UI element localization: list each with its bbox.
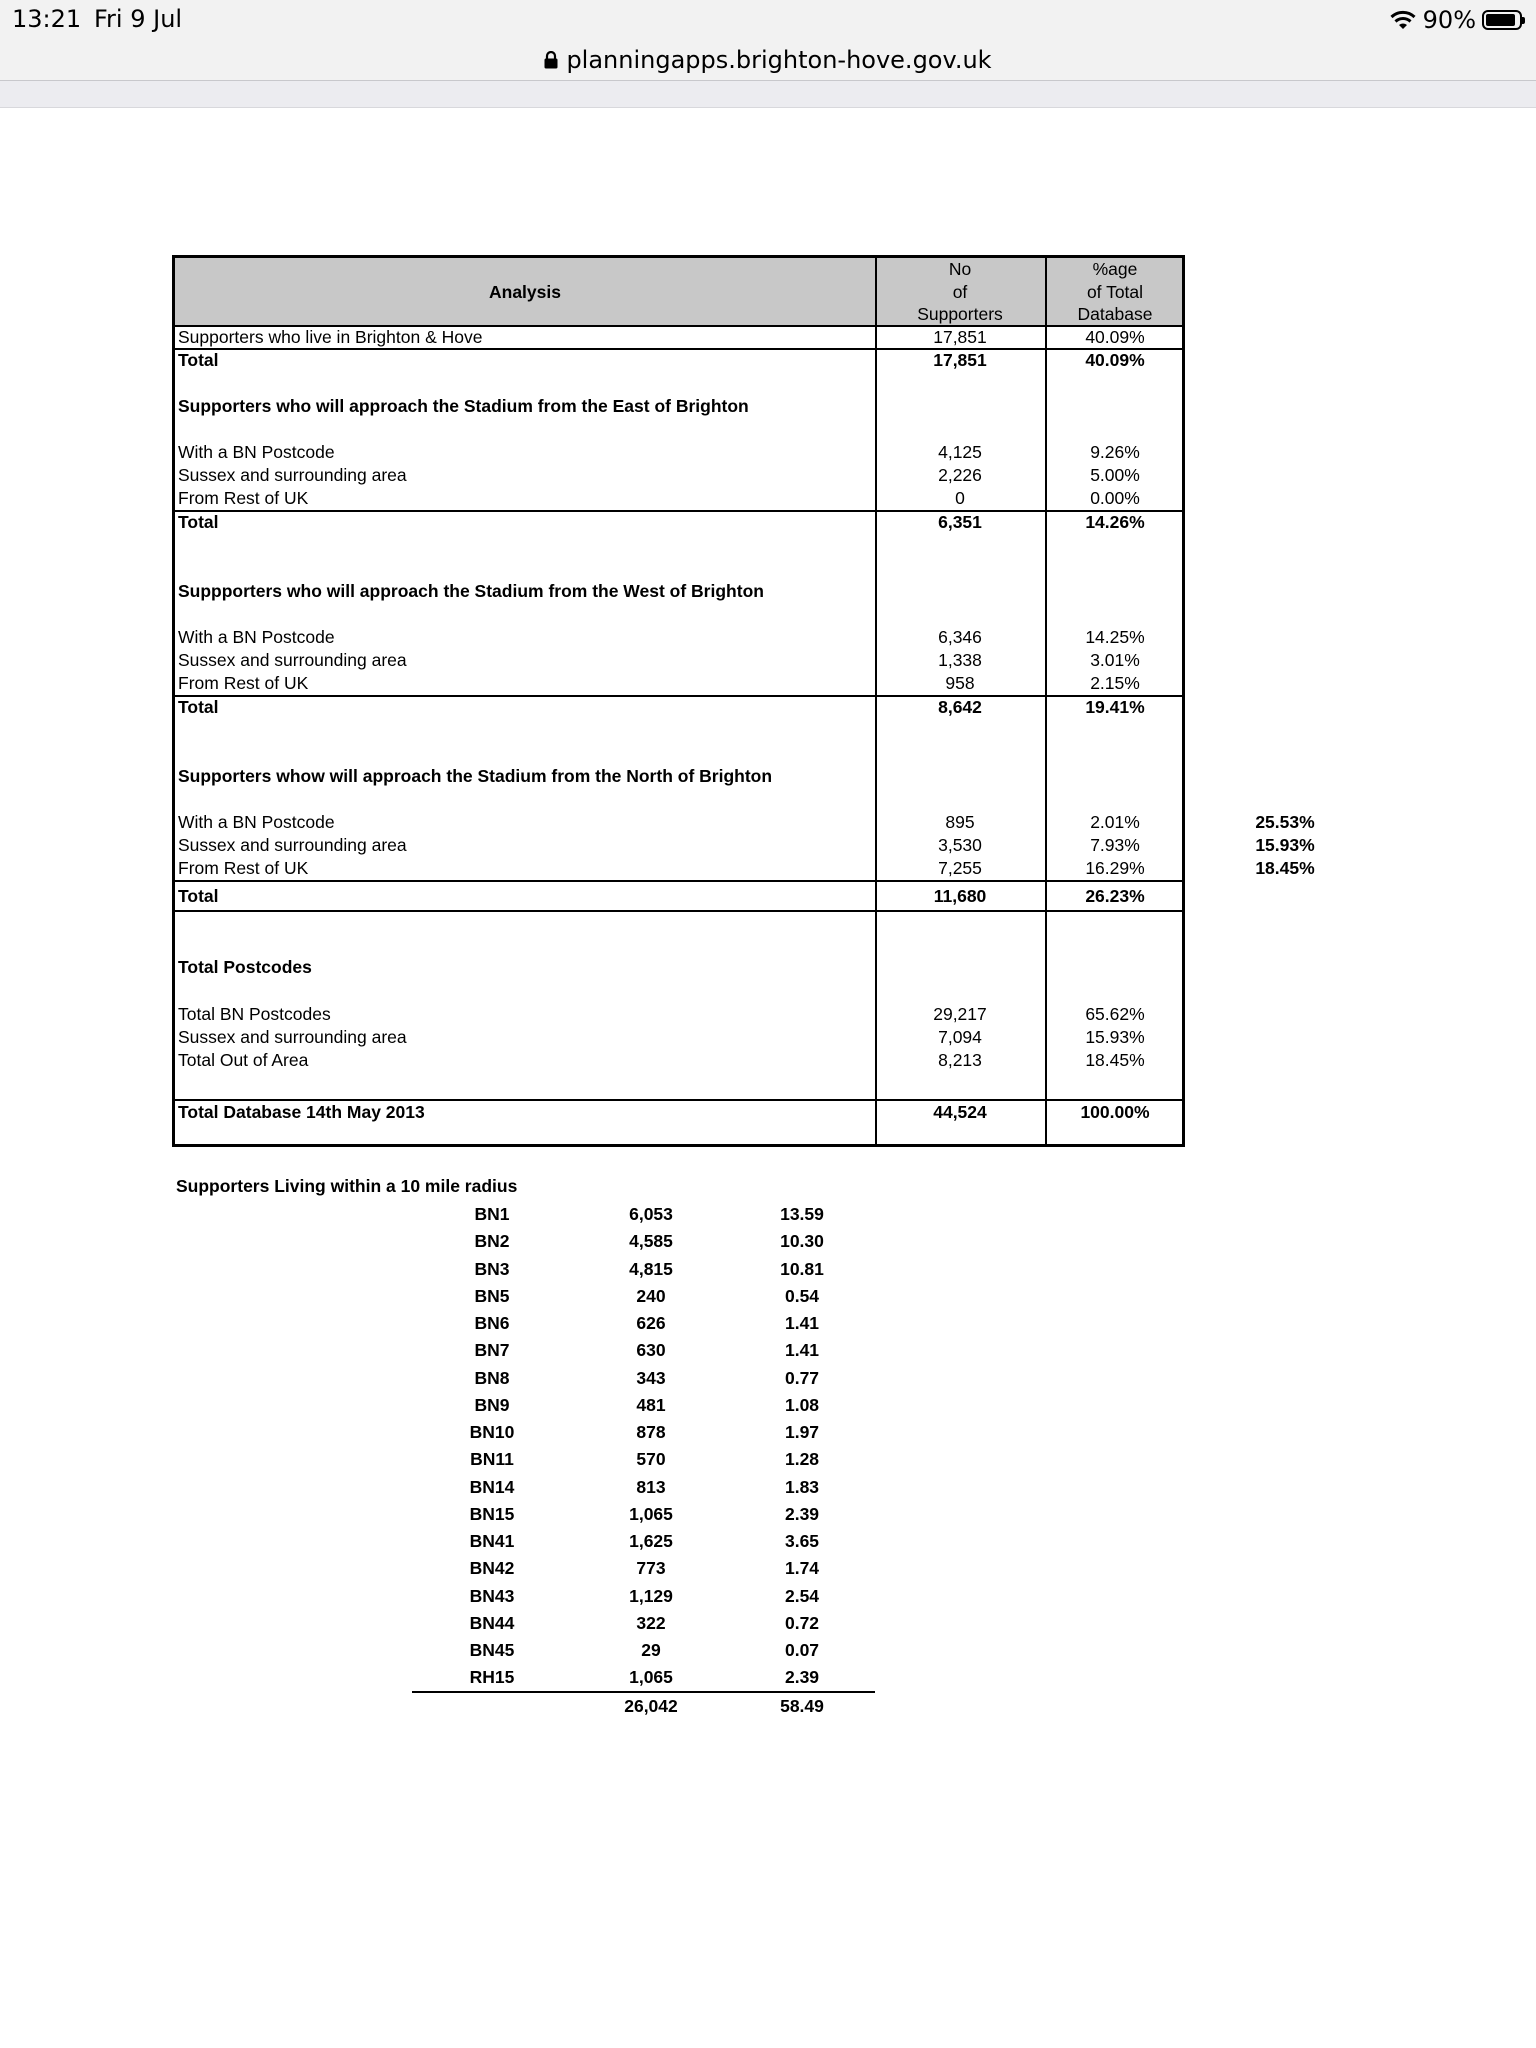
table-row-count: 29,217 [933, 1004, 987, 1024]
radius-row-postcode-cell: BN41 [469, 1531, 515, 1551]
radius-row-postcode-cell: BN9 [474, 1394, 510, 1415]
side-percent: 18.45% [1255, 858, 1315, 878]
table-row-label: Sussex and surrounding area [178, 465, 407, 485]
table-row-count: 4,125 [938, 442, 982, 462]
header-percent: %age of Total Database [1077, 259, 1153, 324]
table-row-count: 1,338 [938, 650, 982, 670]
table-row-percent: 9.26% [1090, 442, 1140, 462]
status-time: 13:21 [12, 5, 82, 33]
radius-row-percent-cell: 1.28 [784, 1449, 820, 1470]
radius-row-count-cell: 773 [636, 1558, 666, 1579]
table-row-count: 7,094 [938, 1027, 982, 1047]
table-row-label: From Rest of UK [178, 673, 309, 693]
total-percent: 19.41% [1085, 697, 1145, 717]
url-text[interactable]: planningapps.brighton-hove.gov.uk [566, 46, 992, 74]
radius-row-postcode-cell: BN1 [474, 1204, 510, 1224]
radius-row-postcode-cell: BN5 [474, 1285, 510, 1306]
table-row-count: 895 [945, 812, 975, 832]
radius-row-count-cell: 4,585 [629, 1231, 673, 1252]
total-percent: 14.26% [1085, 512, 1145, 532]
battery-percent: 90% [1422, 6, 1476, 34]
table-row-label: Supporters who live in Brighton & Hove [178, 327, 483, 347]
table-row-count: 7,255 [938, 858, 982, 878]
radius-row-percent-cell: 2.54 [784, 1585, 820, 1606]
radius-row-postcode-cell: BN45 [469, 1640, 515, 1660]
table-row-percent: 40.09% [1085, 327, 1145, 347]
table-row-percent: 7.93% [1090, 835, 1140, 855]
side-percent: 25.53% [1255, 812, 1315, 832]
table-row-percent: 65.62% [1085, 1004, 1145, 1024]
row-divider [175, 880, 1182, 882]
radius-row-percent-cell: 10.81 [780, 1258, 824, 1279]
table-row-percent: 0.00% [1090, 488, 1140, 508]
radius-row-postcode-cell: BN2 [474, 1231, 510, 1252]
table-row-label: From Rest of UK [178, 858, 309, 878]
radius-row-count-cell: 343 [636, 1367, 666, 1388]
radius-row-percent-cell: 1.74 [784, 1558, 820, 1579]
table-row-label: From Rest of UK [178, 488, 309, 508]
lock-icon [544, 51, 558, 69]
table-row-count: 8,213 [938, 1050, 982, 1070]
section-heading-postcodes: Total Postcodes [178, 957, 312, 977]
radius-total-count: 26,042 [624, 1696, 678, 1716]
radius-total-divider [412, 1691, 875, 1693]
side-percent: 15.93% [1255, 835, 1315, 855]
total-label: Total [178, 697, 219, 717]
table-row-count: 3,530 [938, 835, 982, 855]
status-date: Fri 9 Jul [94, 5, 183, 33]
radius-row-percent-cell: 0.54 [784, 1285, 820, 1306]
radius-row-postcode-cell: BN14 [469, 1476, 515, 1497]
table-row-percent: 16.29% [1085, 858, 1145, 878]
total-count: 6,351 [938, 512, 982, 532]
radius-row-postcode-cell: RH15 [469, 1667, 515, 1688]
radius-row-count-cell: 878 [636, 1422, 666, 1442]
status-indicators [1389, 4, 1522, 36]
radius-row-percent-cell: 2.39 [784, 1667, 820, 1688]
table-row-percent: 3.01% [1090, 650, 1140, 670]
radius-row-percent-cell: 10.30 [780, 1231, 824, 1252]
radius-row-postcode-cell: BN44 [469, 1612, 515, 1633]
radius-row-percent-cell: 1.97 [784, 1422, 820, 1442]
radius-row-count-cell: 322 [636, 1612, 666, 1633]
total-label: Total [178, 512, 219, 532]
radius-row-postcode-cell: BN6 [474, 1313, 510, 1333]
radius-row-count-cell: 813 [636, 1476, 666, 1497]
table-row-count: 2,226 [938, 465, 982, 485]
database-total-label: Total Database 14th May 2013 [178, 1102, 425, 1122]
table-row-label: Total BN Postcodes [178, 1004, 331, 1024]
radius-row-postcode-cell: BN15 [469, 1503, 515, 1524]
radius-row-percent-cell: 0.72 [784, 1612, 820, 1633]
battery-icon [1482, 10, 1522, 30]
radius-row-count-cell: 1,625 [629, 1531, 673, 1551]
table-row-percent: 15.93% [1085, 1027, 1145, 1047]
radius-row-percent-cell: 0.07 [784, 1640, 820, 1660]
section-heading-west: Suppporters who will approach the Stadium from the West of Brighton [178, 581, 764, 601]
header-count: No of Supporters [917, 259, 1003, 324]
radius-row-postcode-cell: BN11 [470, 1449, 514, 1470]
radius-row-count-cell: 626 [636, 1313, 666, 1333]
total-percent: 26.23% [1085, 886, 1145, 906]
database-total-percent: 100.00% [1080, 1102, 1150, 1122]
total-count: 8,642 [938, 697, 982, 717]
section-heading-east: Supporters who will approach the Stadium from the East of Brighton [178, 396, 749, 416]
table-row-label: With a BN Postcode [178, 627, 335, 647]
radius-row-postcode-cell: BN3 [474, 1258, 510, 1279]
total-count: 17,851 [933, 350, 987, 370]
total-label: Total [178, 350, 219, 370]
radius-row-percent-cell: 13.59 [780, 1204, 824, 1224]
radius-row-postcode-cell: BN8 [474, 1367, 510, 1388]
section-heading-north: Supporters whow will approach the Stadium from the North of Brighton [178, 766, 773, 786]
table-row-percent: 5.00% [1090, 465, 1140, 485]
table-row-label: Sussex and surrounding area [178, 835, 407, 855]
table-row-percent: 14.25% [1085, 627, 1145, 647]
radius-row-count-cell: 481 [636, 1394, 666, 1415]
radius-row-postcode-cell: BN43 [469, 1585, 515, 1606]
radius-row-count-cell: 6,053 [629, 1204, 673, 1224]
table-row-percent: 18.45% [1085, 1050, 1145, 1070]
total-percent: 40.09% [1085, 350, 1145, 370]
radius-row-count-cell: 1,065 [629, 1667, 673, 1688]
wifi-icon [1389, 9, 1417, 31]
table-row-label: Total Out of Area [178, 1050, 309, 1070]
table-row-label: With a BN Postcode [178, 812, 335, 832]
radius-row-count-cell: 1,065 [629, 1503, 673, 1524]
radius-row-percent-cell: 1.83 [784, 1476, 820, 1497]
row-divider [175, 910, 1182, 912]
table-row-percent: 2.15% [1090, 673, 1140, 693]
radius-row-percent-cell: 1.41 [784, 1313, 820, 1333]
radius-row-count-cell: 570 [636, 1449, 666, 1470]
database-total-count: 44,524 [933, 1102, 987, 1122]
table-row-count: 0 [955, 488, 965, 508]
total-label: Total [178, 886, 219, 906]
radius-row-count-cell: 630 [636, 1340, 666, 1361]
table-row-percent: 2.01% [1090, 812, 1140, 832]
radius-row-percent-cell: 1.41 [784, 1340, 820, 1361]
radius-row-percent-cell: 1.08 [784, 1394, 820, 1415]
radius-row-postcode-cell: BN7 [474, 1340, 510, 1361]
table-row-label: Sussex and surrounding area [178, 650, 407, 670]
radius-row-postcode-cell: BN10 [469, 1422, 515, 1442]
table-row-label: With a BN Postcode [178, 442, 335, 462]
toolbar-separator [0, 80, 1536, 108]
radius-title: Supporters Living within a 10 mile radius [176, 1176, 518, 1196]
table-row-count: 958 [945, 673, 975, 693]
analysis-table [172, 255, 1185, 1147]
table-row-count: 17,851 [933, 327, 987, 347]
radius-row-percent-cell: 3.65 [784, 1531, 820, 1551]
header-analysis: Analysis [489, 282, 561, 302]
radius-row-count-cell: 1,129 [629, 1585, 673, 1606]
radius-row-count-cell: 240 [636, 1285, 666, 1306]
address-bar[interactable] [0, 40, 1536, 80]
status-bar [0, 0, 1536, 40]
radius-row-count-cell: 29 [641, 1640, 661, 1660]
radius-row-count-cell: 4,815 [629, 1258, 673, 1279]
table-row-label: Sussex and surrounding area [178, 1027, 407, 1047]
radius-row-percent-cell: 2.39 [784, 1503, 820, 1524]
table-row-count: 6,346 [938, 627, 982, 647]
radius-total-percent: 58.49 [780, 1696, 824, 1716]
radius-row-postcode-cell: BN42 [469, 1558, 515, 1579]
radius-row-percent-cell: 0.77 [784, 1367, 820, 1388]
total-count: 11,680 [933, 886, 987, 906]
